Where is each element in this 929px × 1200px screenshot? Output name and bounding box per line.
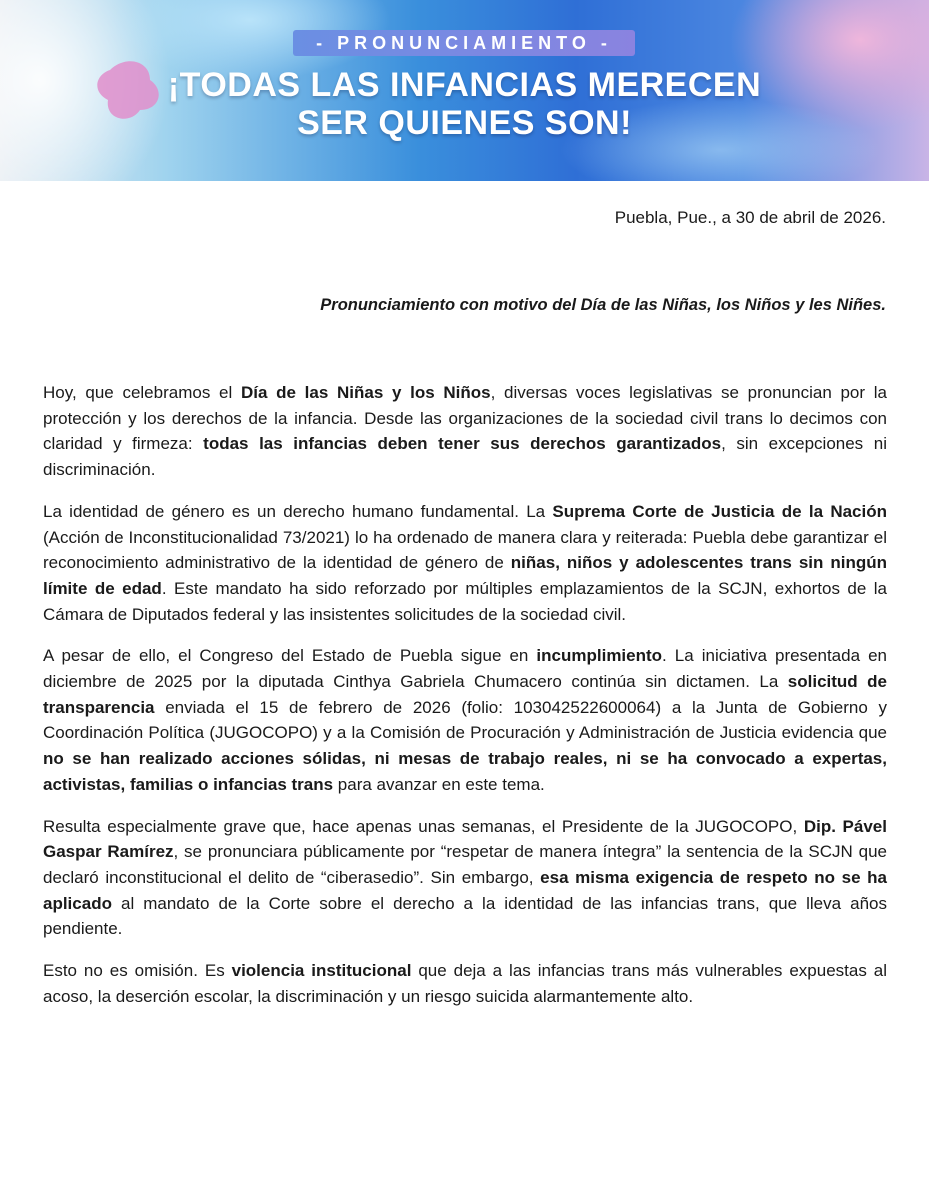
document-subject: Pronunciamiento con motivo del Día de las Niñas, los Niños y les Niñes.: [320, 296, 886, 314]
bold-text: Día de las Niñas y los Niños: [240, 383, 491, 402]
bold-text: no se han realizado acciones sólidas, ni mesas de trabajo reales, ni se ha convocado a expertas, activistas, familias o infancias trans: [43, 749, 887, 794]
text-run: . Este mandato ha sido reforzado por múltiples emplazamientos de la SCJN, exhortos de la Cámara de Diputados federal y las insistentes solicitudes de la sociedad civil.: [43, 578, 887, 624]
text-run: para avanzar en este tema.: [333, 774, 545, 794]
text-run: La identidad de género es un derecho humano fundamental. La: [43, 501, 553, 521]
bold-text: esa misma exigencia de respeto no se ha aplicado: [43, 867, 888, 913]
document-body: [43, 380, 887, 1025]
headline-line-1: ¡TODAS LAS INFANCIAS MERECEN: [167, 66, 762, 104]
text-run: A pesar de ello, el Congreso del Estado de Puebla sigue en: [43, 646, 537, 666]
bold-text: incumplimiento: [536, 646, 663, 666]
document-type-tag: - PRONUNCIAMIENTO -: [293, 30, 635, 56]
body-paragraph: [43, 380, 887, 483]
text-run: . La iniciativa presentada en diciembre de 2025 por la diputada Cinthya Gabriela Chumacero continúa sin dictamen. La: [43, 646, 887, 692]
text-run: enviada el 15 de febrero de 2026 (folio: 103042522600064) a la Junta de Gobierno y Coordinación Política (JUGOCOPO) y a la Comisión de Procuración y Administración de Justicia evidencia que: [43, 697, 887, 743]
bold-text: Dip. Pável Gaspar Ramírez: [43, 816, 887, 862]
bold-text: todas las infancias deben tener sus derechos garantizados: [203, 434, 722, 454]
text-run: , sin excepciones ni discriminación.: [43, 434, 887, 480]
body-paragraph: [43, 814, 887, 943]
document-date: Puebla, Pue., a 30 de abril de 2026.: [614, 208, 886, 227]
bold-text: solicitud de transparencia: [43, 672, 887, 717]
bold-text: niñas, niños y adolescentes trans sin ningún límite de edad: [43, 553, 888, 598]
text-run: (Acción de Inconstitucionalidad 73/2021) lo ha ordenado de manera clara y reiterada: Puebla debe garantizar el reconocimiento administrativo de la identidad de género de: [43, 527, 887, 573]
text-run: al mandato de la Corte sobre el derecho a la identidad de las infancias trans, que lleva años pendiente.: [43, 893, 887, 939]
header-banner: [0, 0, 929, 181]
text-run: que deja a las infancias trans más vulnerables expuestas al acoso, la deserción escolar, la discriminación y un riesgo suicida alarmantemente alto.: [43, 961, 887, 1006]
text-run: Hoy, que celebramos el: [43, 383, 241, 402]
bold-text: Suprema Corte de Justicia de la Nación: [552, 501, 887, 521]
text-run: , se pronunciara públicamente por “respetar de manera íntegra” la sentencia de la SCJN que declaró inconstitucional el delito de “ciberasedio”. Sin embargo,: [43, 842, 887, 887]
body-paragraph: [43, 643, 887, 797]
text-run: Esto no es omisión. Es: [43, 961, 232, 981]
body-paragraph: [43, 499, 887, 628]
text-run: , diversas voces legislativas se pronuncian por la protección y los derechos de la infancia. Desde las organizaciones de la sociedad civil trans lo decimos con claridad y firmeza:: [43, 383, 887, 454]
bold-text: violencia institucional: [231, 961, 412, 981]
text-run: Resulta especialmente grave que, hace apenas unas semanas, el Presidente de la JUGOCOPO,: [43, 816, 804, 836]
headline-line-2: SER QUIENES SON!: [297, 104, 632, 142]
body-paragraph: [43, 958, 887, 1009]
